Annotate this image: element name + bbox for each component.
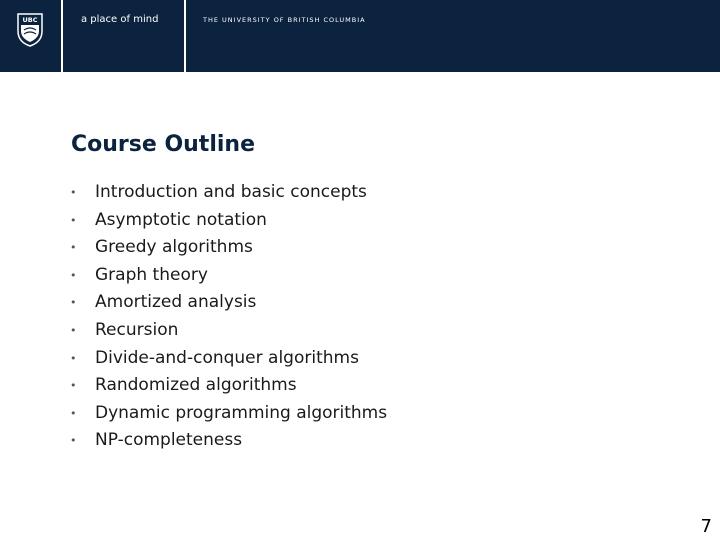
- header-divider: [61, 0, 63, 72]
- list-item: [70, 345, 387, 373]
- list-item: [70, 372, 387, 400]
- bullet-icon: •: [70, 268, 77, 282]
- list-item: [70, 400, 387, 428]
- bullet-icon: •: [70, 296, 77, 310]
- list-item: [70, 317, 387, 345]
- list-item-text: Introduction and basic concepts: [95, 182, 367, 202]
- page-number: 7: [700, 516, 712, 537]
- bullet-icon: •: [70, 241, 77, 255]
- list-item-text: Amortized analysis: [95, 292, 257, 313]
- outline-list: [70, 179, 387, 455]
- header-divider: [184, 0, 186, 72]
- university-name: THE UNIVERSITY OF BRITISH COLUMBIA: [203, 16, 366, 24]
- bullet-icon: •: [70, 406, 77, 420]
- list-item-text: Randomized algorithms: [95, 375, 297, 396]
- list-item-text: Asymptotic notation: [95, 209, 267, 230]
- bullet-icon: •: [70, 351, 77, 365]
- bullet-icon: •: [70, 434, 77, 448]
- list-item: [70, 207, 387, 235]
- bullet-icon: •: [70, 323, 77, 337]
- bullet-icon: •: [70, 213, 77, 227]
- ubc-crest-logo: [17, 13, 43, 47]
- bullet-icon: •: [70, 186, 77, 199]
- bullet-icon: •: [70, 379, 77, 393]
- list-item: [70, 179, 387, 207]
- svg-text:UBC: UBC: [22, 16, 38, 24]
- list-item: [70, 427, 387, 455]
- list-item: [70, 262, 387, 290]
- list-item-text: NP-completeness: [95, 430, 243, 451]
- slide-title: Course Outline: [71, 132, 255, 157]
- list-item-text: Recursion: [95, 319, 179, 340]
- list-item-text: Divide-and-conquer algorithms: [95, 347, 359, 368]
- header-banner: [0, 0, 720, 72]
- list-item-text: Dynamic programming algorithms: [95, 402, 388, 423]
- tagline: a place of mind: [81, 14, 159, 25]
- list-item-text: Greedy algorithms: [95, 237, 253, 258]
- list-item: [70, 234, 387, 262]
- list-item-text: Graph theory: [95, 264, 208, 285]
- list-item: [70, 289, 387, 317]
